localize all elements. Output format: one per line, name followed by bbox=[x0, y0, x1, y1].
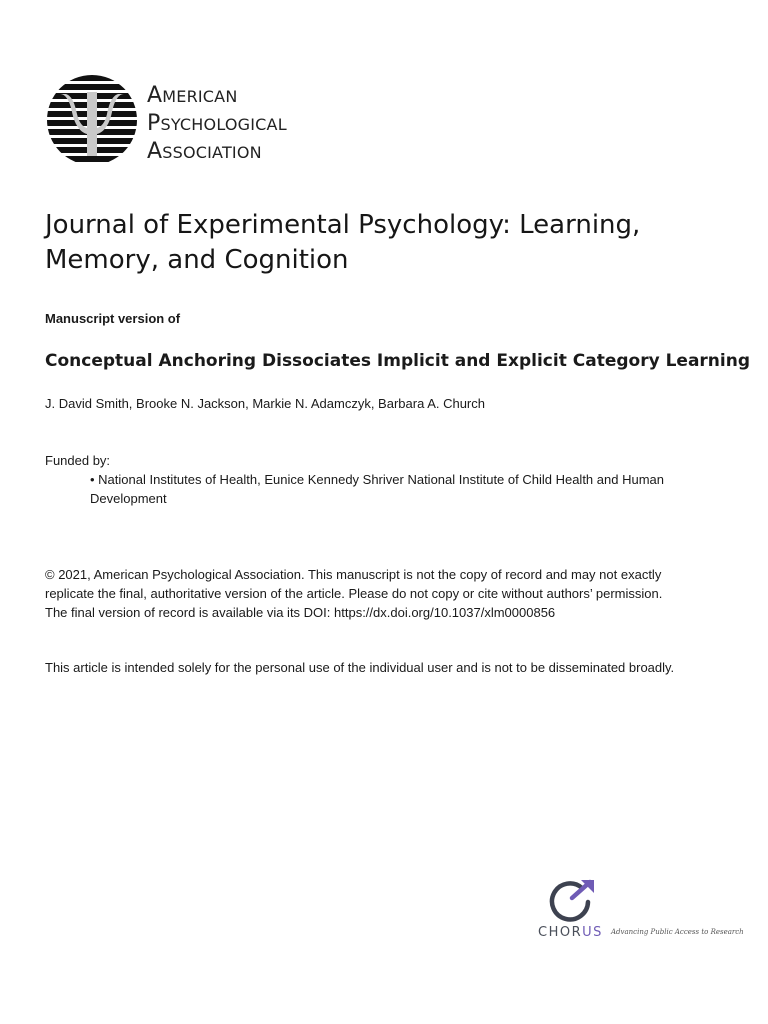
journal-title: Journal of Experimental Psychology: Learning, Memory, and Cognition bbox=[45, 210, 641, 275]
chorus-wordmark-main: CHOR bbox=[538, 925, 583, 940]
funding-label: Funded by: bbox=[45, 453, 111, 468]
manuscript-label: Manuscript version of bbox=[45, 311, 181, 326]
chorus-arrow-icon bbox=[546, 878, 596, 924]
copyright-notice bbox=[45, 565, 725, 622]
copyright-line: © 2021, American Psychological Association. This manuscript is not the copy of record and may not exactly bbox=[45, 567, 662, 582]
author-list: J. David Smith, Brooke N. Jackson, Markie N. Adamczyk, Barbara A. Church bbox=[45, 396, 485, 411]
personal-use-notice: This article is intended solely for the personal use of the individual user and is not to be disseminated broadly. bbox=[45, 660, 675, 675]
psi-seal-icon bbox=[46, 72, 138, 168]
publisher-name bbox=[147, 82, 287, 166]
publisher-name-line: ASSOCIATION bbox=[147, 139, 262, 164]
copyright-line: replicate the final, authoritative version of the article. Please do not copy or cite without authors’ permission. bbox=[45, 586, 663, 601]
publisher-name-line: AMERICAN bbox=[147, 83, 238, 108]
chorus-wordmark-accent: US bbox=[582, 925, 603, 940]
copyright-line: The final version of record is available via its DOI: https://dx.doi.org/10.1037/xlm0000856 bbox=[45, 605, 556, 620]
chorus-tagline: Advancing Public Access to Research bbox=[611, 928, 744, 936]
publisher-name-line: PSYCHOLOGICAL bbox=[147, 111, 287, 136]
apa-logo bbox=[46, 72, 306, 168]
chorus-wordmark bbox=[538, 925, 603, 940]
funder-list-item: • National Institutes of Health, Eunice Kennedy Shriver National Institute of Child Health and Human Development bbox=[90, 472, 664, 506]
chorus-logo bbox=[538, 878, 744, 944]
article-title: Conceptual Anchoring Dissociates Implicit and Explicit Category Learning bbox=[45, 351, 751, 371]
